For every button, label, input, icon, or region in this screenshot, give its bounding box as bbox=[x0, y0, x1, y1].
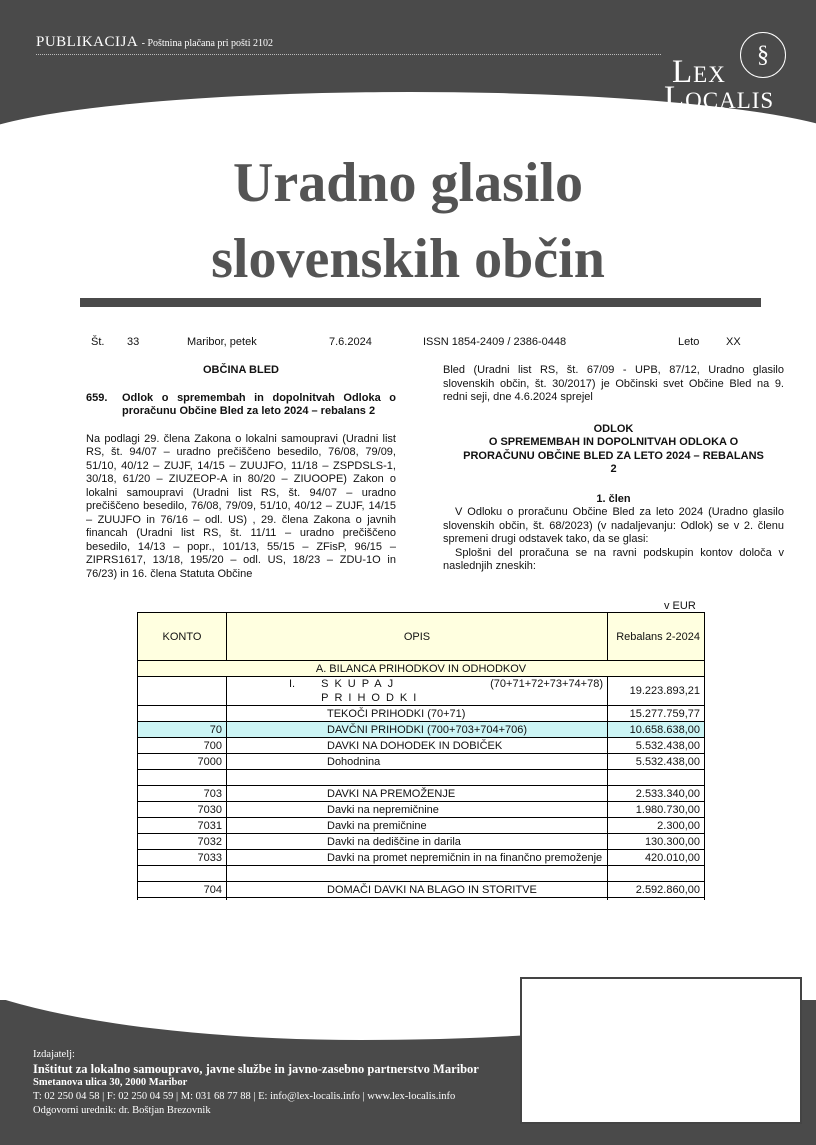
konto-cell: 7033 bbox=[138, 850, 227, 866]
article-body-continued: Bled (Uradni list RS, št. 67/09 - UPB, 87/12, Uradno glasilo slovenskih občin, št. 30/2017) je Občinski svet Občine Bled na 9. redni seji, dne 4.6.2024 sprejel bbox=[443, 364, 784, 403]
konto-cell bbox=[138, 677, 227, 706]
opis-cell bbox=[227, 770, 608, 786]
header-opis: OPIS bbox=[227, 613, 608, 661]
value-cell: 5.532.438,00 bbox=[608, 738, 705, 754]
logo-line2: Localis bbox=[664, 80, 775, 116]
table-header-row bbox=[138, 613, 705, 661]
table-row bbox=[138, 738, 705, 754]
logo-localis bbox=[664, 80, 774, 117]
issue-date: 7.6.2024 bbox=[329, 336, 372, 348]
opis-cell: Dohodnina bbox=[227, 754, 608, 770]
blank-box bbox=[520, 977, 802, 1124]
editor-line: Odgovorni urednik: dr. Boštjan Brezovnik bbox=[33, 1105, 211, 1116]
title-rule bbox=[80, 298, 761, 307]
table-row bbox=[138, 754, 705, 770]
table-row bbox=[138, 882, 705, 898]
header-divider bbox=[36, 54, 661, 55]
currency-label: v EUR bbox=[664, 600, 696, 612]
table-row bbox=[138, 706, 705, 722]
table-row bbox=[138, 834, 705, 850]
left-column bbox=[86, 364, 396, 581]
section-sign-icon: § bbox=[740, 32, 786, 78]
opis-cell: Davki na nepremičnine bbox=[227, 802, 608, 818]
total-formula: (70+71+72+73+74+78) bbox=[490, 678, 603, 690]
value-cell: 2.592.860,00 bbox=[608, 882, 705, 898]
title-line2: slovenskih občin bbox=[211, 228, 605, 290]
value-cell: 2.533.340,00 bbox=[608, 786, 705, 802]
value-cell: 2.300,00 bbox=[608, 818, 705, 834]
title-line1: Uradno glasilo bbox=[232, 152, 584, 214]
opis-cell: DAVKI NA DOHODEK IN DOBIČEK bbox=[227, 738, 608, 754]
clen-heading: 1. člen bbox=[596, 492, 631, 505]
opis-cell bbox=[227, 866, 608, 882]
value-cell: 420.010,00 bbox=[608, 850, 705, 866]
publication-line: PUBLIKACIJA - Poštnina plačana pri pošti 2102 bbox=[36, 34, 273, 50]
publisher-contacts: T: 02 250 04 58 | F: 02 250 04 59 | M: 031 68 77 88 | E: info@lex-localis.info | www.lex-localis.info bbox=[33, 1091, 456, 1102]
konto-cell: 70 bbox=[138, 722, 227, 738]
article-title: Odlok o spremembah in dopolnitvah Odloka o proračunu Občine Bled za leto 2024 – rebalans 2 bbox=[122, 391, 396, 417]
article-number: 659. bbox=[86, 391, 108, 404]
decree-label: ODLOK bbox=[593, 422, 634, 435]
konto-cell bbox=[138, 706, 227, 722]
publisher-name: Inštitut za lokalno samoupravo, javne službe in javno-zasebno partnerstvo Maribor bbox=[33, 1062, 479, 1076]
issue-year-label: Leto bbox=[678, 336, 700, 348]
konto-cell: 704 bbox=[138, 882, 227, 898]
opis-cell: Davki na dediščine in darila bbox=[227, 834, 608, 850]
konto-cell: 7030 bbox=[138, 802, 227, 818]
value-cell: 1.980.730,00 bbox=[608, 802, 705, 818]
konto-cell: 700 bbox=[138, 738, 227, 754]
opis-cell: Davki na premičnine bbox=[227, 818, 608, 834]
value-cell: 19.223.893,21 bbox=[608, 677, 705, 706]
opis-cell: Davki na promet nepremičnin in na finančno premoženje bbox=[227, 850, 608, 866]
decree-title: O SPREMEMBAH IN DOPOLNITVAH ODLOKA O PRORAČUNU OBČINE BLED ZA LETO 2024 – REBALANS 2 bbox=[463, 436, 764, 475]
table-row bbox=[138, 866, 705, 882]
table-row bbox=[138, 770, 705, 786]
article-body: Na podlagi 29. člena Zakona o lokalni samoupravi (Uradni list RS, št. 94/07 – uradno prečiščeno besedilo, 76/08, 79/09, 51/10, 40/12 – ZUJF, 14/15 – ZUUJFO, 11/18 – ZSPDSLS-1, 30/18, 61/20 – ZIUZEOP-A in 80/20 – ZIUOOPE) Zakon o lokalni samoupravi (Uradni list RS, št. 94/07 – uradno prečiščeno besedilo, 76/08, 79/09, 51/10, 40/12 – ZUJF, 14/15 – ZUUJFO in 76/16 – odl. US) , 29. člena Zakona o javnih financah (Uradni list RS, št. 11/11 – uradno prečiščeno besedilo, 14/13 – popr., 101/13, 55/15 – ZFisP, 96/15 – ZIPRS1617, 13/18, 195/20 – odl. US, 18/23 – ZDU-1O in 76/23) in 16. člena Statuta Občine bbox=[86, 432, 396, 580]
value-cell bbox=[608, 770, 705, 786]
table-row bbox=[138, 802, 705, 818]
clen-paragraph-2: Splošni del proračuna se na ravni podskupin kontov določa v naslednjih zneskih: bbox=[443, 546, 784, 572]
opis-cell: DOMAČI DAVKI NA BLAGO IN STORITVE bbox=[227, 882, 608, 898]
postage-text: Poštnina plačana pri pošti 2102 bbox=[147, 38, 273, 49]
value-cell bbox=[608, 866, 705, 882]
issue-number-label: Št. bbox=[91, 336, 105, 348]
article-heading bbox=[86, 392, 396, 419]
konto-cell: 7031 bbox=[138, 818, 227, 834]
value-cell: 130.300,00 bbox=[608, 834, 705, 850]
right-column bbox=[443, 364, 784, 574]
konto-cell bbox=[138, 770, 227, 786]
publisher-label: Izdajatelj: bbox=[33, 1049, 75, 1060]
opis-cell: TEKOČI PRIHODKI (70+71) bbox=[227, 706, 608, 722]
logo-line1: Lex bbox=[672, 54, 726, 90]
publisher-address: Smetanova ulica 30, 2000 Maribor bbox=[33, 1077, 188, 1088]
konto-cell bbox=[138, 866, 227, 882]
total-label: SKUPAJ PRIHODKI bbox=[321, 678, 423, 704]
issue-place: Maribor, petek bbox=[187, 336, 257, 348]
table-row bbox=[138, 722, 705, 738]
municipality-heading: OBČINA BLED bbox=[203, 364, 279, 376]
section-row bbox=[138, 661, 705, 677]
issue-year: XX bbox=[726, 336, 741, 348]
value-cell: 10.658.638,00 bbox=[608, 722, 705, 738]
header-konto: KONTO bbox=[138, 613, 227, 661]
page-title bbox=[0, 145, 816, 297]
issue-number: 33 bbox=[127, 336, 140, 348]
clen-paragraph-1: V Odloku o proračunu Občine Bled za leto 2024 (Uradno glasilo slovenskih občin, št. 68/2023) (v nadaljevanju: Odlok) se v 2. členu spremeni drugi odstavek tako, da se glasi: bbox=[443, 506, 784, 545]
table-row bbox=[138, 677, 705, 706]
opis-cell: DAVČNI PRIHODKI (700+703+704+706) bbox=[227, 722, 608, 738]
opis-cell: DAVKI NA PREMOŽENJE bbox=[227, 786, 608, 802]
publication-label: PUBLIKACIJA bbox=[36, 34, 138, 50]
footer bbox=[33, 1048, 479, 1118]
roman-numeral: I. bbox=[289, 678, 296, 690]
opis-cell bbox=[227, 677, 608, 706]
issue-issn: ISSN 1854-2409 / 2386-0448 bbox=[423, 336, 567, 348]
table-row bbox=[138, 850, 705, 866]
table-row bbox=[138, 818, 705, 834]
section-label: A. BILANCA PRIHODKOV IN ODHODKOV bbox=[138, 661, 705, 677]
konto-cell: 7000 bbox=[138, 754, 227, 770]
value-cell: 15.277.759,77 bbox=[608, 706, 705, 722]
konto-cell: 703 bbox=[138, 786, 227, 802]
konto-cell: 7032 bbox=[138, 834, 227, 850]
header-rebalans: Rebalans 2-2024 bbox=[608, 613, 705, 661]
table-row bbox=[138, 786, 705, 802]
value-cell: 5.532.438,00 bbox=[608, 754, 705, 770]
